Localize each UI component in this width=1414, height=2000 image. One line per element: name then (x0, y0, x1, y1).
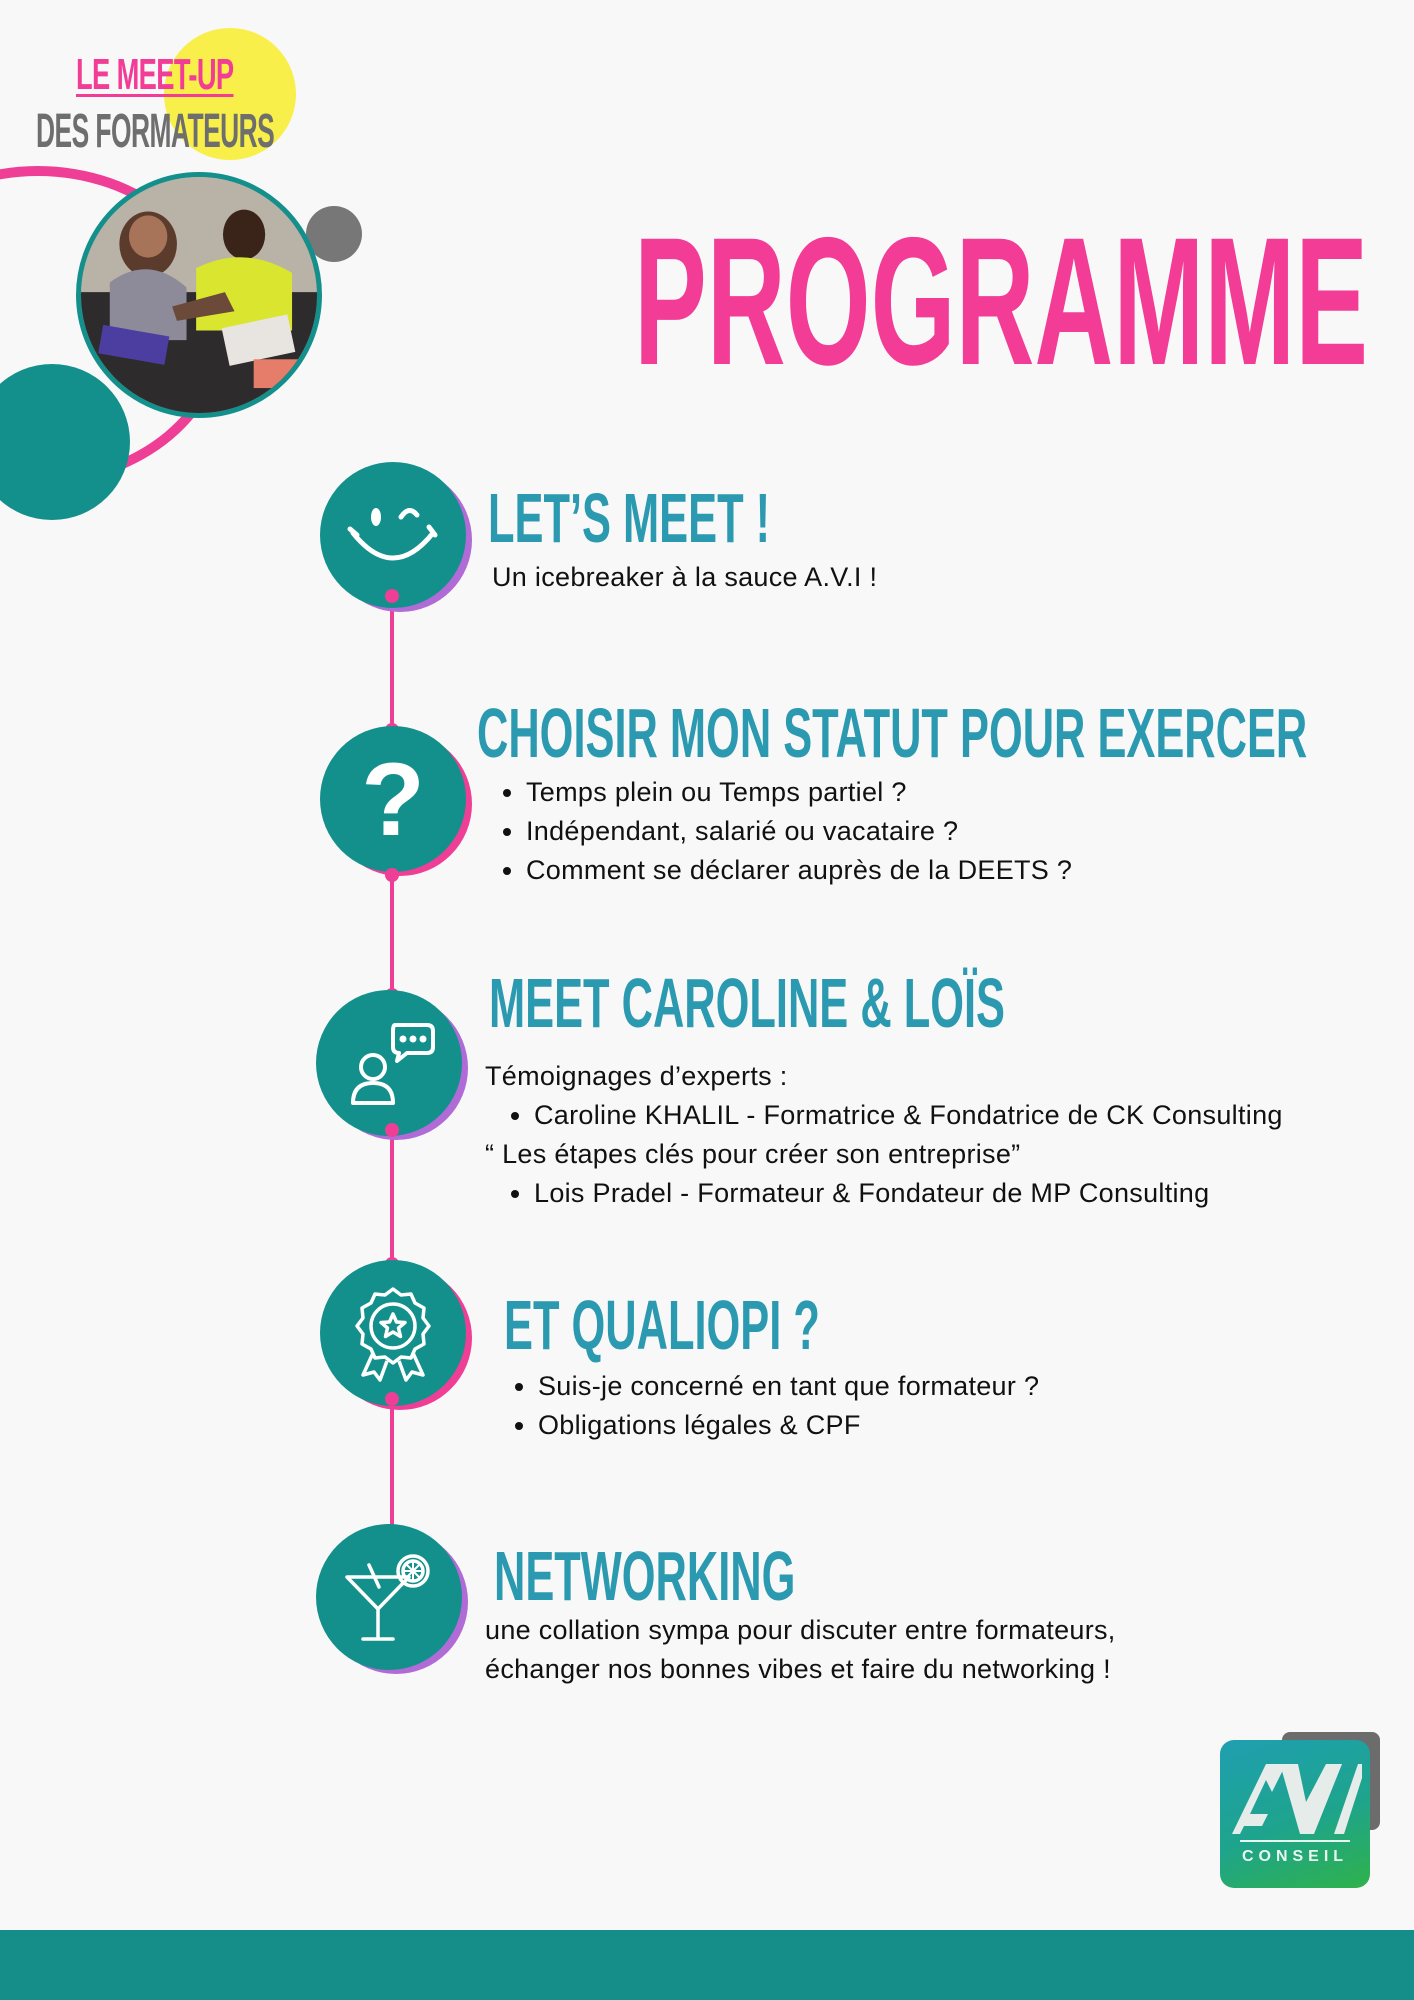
section-list-4 (498, 1367, 1039, 1445)
logo-rule (1240, 1840, 1350, 1842)
list-item: • Caroline KHALIL - Formatrice & Fondatrice de CK Consulting (534, 1096, 1283, 1135)
winking-smiley-icon (320, 462, 466, 608)
section-text-5b: échanger nos bonnes vibes et faire du networking ! (485, 1654, 1111, 1684)
award-badge-icon (320, 1260, 466, 1406)
team-hands-photo (76, 172, 322, 418)
brand-line-1: LE MEET-UP (76, 50, 234, 99)
section-heading-1: LET’S MEET ! (488, 479, 771, 557)
timeline-dot (385, 1392, 399, 1406)
timeline-dot (385, 868, 399, 882)
avi-conseil-logo (1220, 1740, 1370, 1888)
timeline-dot (385, 1123, 399, 1137)
list-item: • Indépendant, salarié ou vacataire ? (526, 812, 1072, 851)
section-heading-3: MEET CAROLINE & LOÏS (489, 964, 1005, 1042)
timeline-node-5 (316, 1524, 466, 1674)
timeline-node-4 (320, 1260, 470, 1410)
section-heading-2: CHOISIR MON STATUT POUR EXERCER (477, 694, 1308, 772)
list-item: • Lois Pradel - Formateur & Fondateur de MP Consulting (534, 1174, 1209, 1213)
footer-bar (0, 1930, 1414, 2000)
list-item: • Comment se déclarer auprès de la DEETS ? (526, 851, 1072, 890)
timeline-node-3 (316, 990, 466, 1140)
list-item: • Obligations légales & CPF (538, 1406, 1039, 1445)
cocktail-glass-icon (316, 1524, 462, 1670)
section-text-1: Un icebreaker à la sauce A.V.I ! (492, 562, 878, 592)
section-text-5a: une collation sympa pour discuter entre formateurs, (485, 1615, 1116, 1645)
section-list-3b (494, 1174, 1209, 1213)
list-item: • Suis-je concerné en tant que formateur ? (538, 1367, 1039, 1406)
list-item: • Temps plein ou Temps partiel ? (526, 773, 1072, 812)
person-chat-icon (316, 990, 462, 1136)
section-quote-3: “ Les étapes clés pour créer son entreprise” (485, 1139, 1021, 1169)
section-list-2 (486, 773, 1072, 890)
timeline-dot (385, 589, 399, 603)
section-intro-3: Témoignages d’experts : (485, 1061, 788, 1091)
section-heading-5: NETWORKING (494, 1537, 796, 1615)
section-list-3a (494, 1096, 1283, 1135)
section-heading-4: ET QUALIOPI ? (504, 1286, 820, 1364)
logo-subtitle: CONSEIL (1241, 1848, 1349, 1865)
svg-text:?: ? (361, 749, 425, 849)
page-title: PROGRAMME (634, 199, 1369, 403)
question-mark-icon (320, 726, 466, 872)
brand-line-2: DES FORMATEURS (36, 105, 275, 158)
timeline-node-2 (320, 726, 470, 876)
